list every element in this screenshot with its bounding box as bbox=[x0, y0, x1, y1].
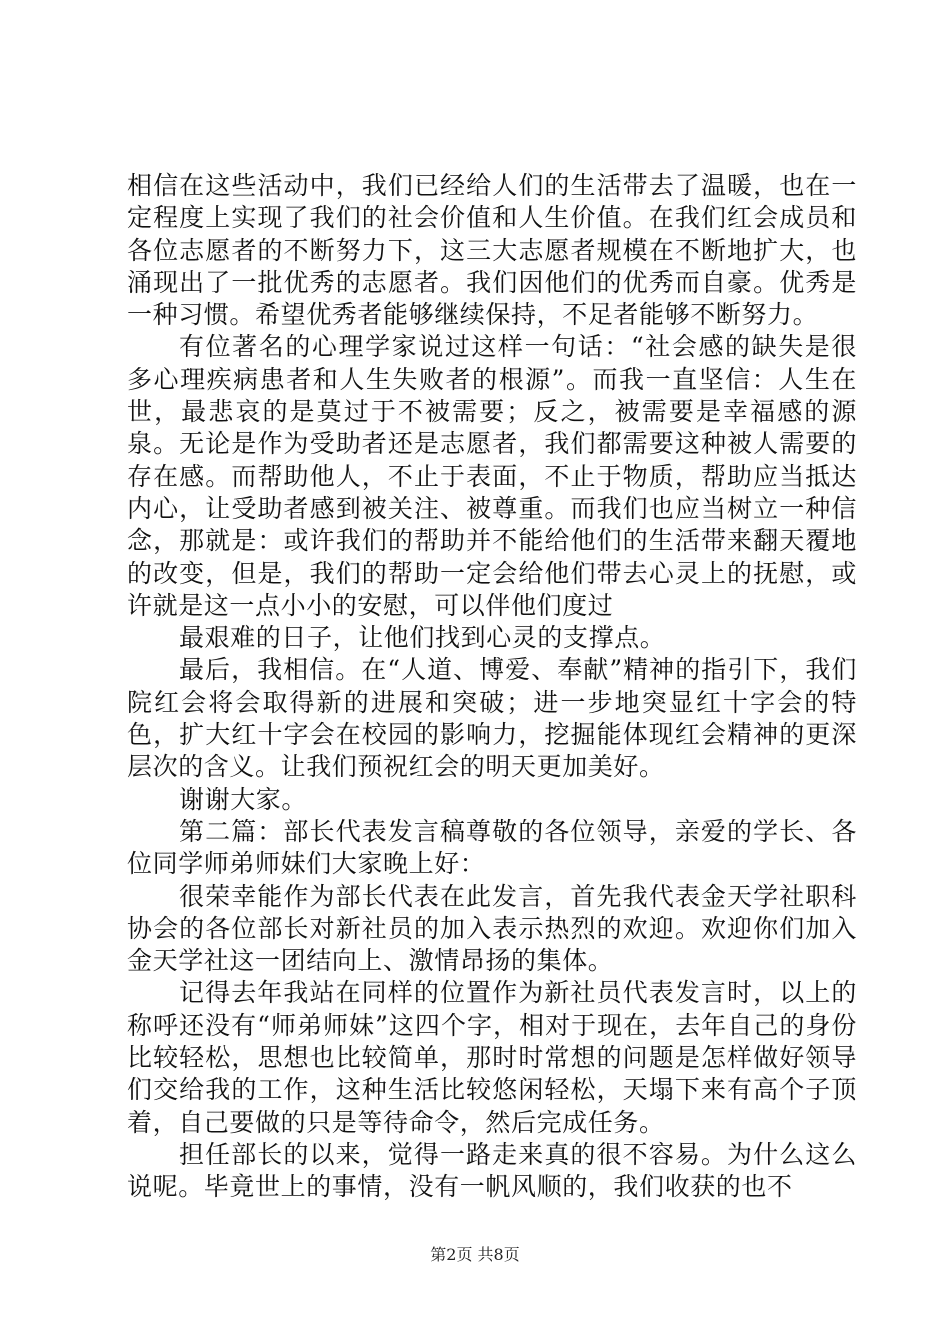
document-body bbox=[127, 170, 857, 1204]
page-number-label: 第2页 共8页 bbox=[430, 1245, 520, 1264]
paragraph-2: 有位著名的心理学家说过这样一句话：“社会感的缺失是很多心理疾病患者和人生失败者的根源”。而我一直坚信：人生在世，最悲哀的是莫过于不被需要；反之，被需要是幸福感的源泉。无论是作为受助者还是志愿者，我们都需要这种被人需要的存在感。而帮助他人，不止于表面，不止于物质，帮助应当抵达内心，让受助者感到被关注、被尊重。而我们也应当树立一种信念，那就是：或许我们的帮助并不能给他们的生活带来翻天覆地的改变，但是，我们的帮助一定会给他们带去心灵上的抚慰，或许就是这一点小小的安慰，可以伴他们度过 bbox=[127, 332, 857, 620]
page-footer bbox=[0, 1245, 950, 1265]
paragraph-3: 最艰难的日子，让他们找到心灵的支撑点。 bbox=[179, 623, 666, 653]
paragraph-4: 最后，我相信。在“人道、博爱、奉献”精神的指引下，我们院红会将会取得新的进展和突破；进一步地突显红十字会的特色，扩大红十字会在校园的影响力，挖掘能体现红会精神的更深层次的含义。让我们预祝红会的明天更加美好。 bbox=[127, 655, 857, 782]
paragraph-9: 担任部长的以来，觉得一路走来真的很不容易。为什么这么说呢。毕竟世上的事情，没有一帆风顺的，我们收获的也不 bbox=[127, 1139, 857, 1202]
paragraph-6-heading: 第二篇：部长代表发言稿尊敬的各位领导，亲爱的学长、各位同学师弟师妹们大家晚上好： bbox=[127, 816, 857, 879]
paragraph-7: 很荣幸能作为部长代表在此发言，首先我代表金天学社职科协会的各位部长对新社员的加入表示热烈的欢迎。欢迎你们加入金天学社这一团结向上、激情昂扬的集体。 bbox=[127, 881, 857, 976]
paragraph-8: 记得去年我站在同样的位置作为新社员代表发言时，以上的称呼还没有“师弟师妹”这四个字，相对于现在，去年自己的身份比较轻松，思想也比较简单，那时时常想的问题是怎样做好领导们交给我的工作，这种生活比较悠闲轻松，天塌下来有高个子顶着，自己要做的只是等待命令，然后完成任务。 bbox=[127, 978, 857, 1137]
paragraph-5: 谢谢大家。 bbox=[179, 784, 308, 814]
paragraph-1: 相信在这些活动中，我们已经给人们的生活带去了温暖，也在一定程度上实现了我们的社会价值和人生价值。在我们红会成员和各位志愿者的不断努力下，这三大志愿者规模在不断地扩大，也涌现出了一批优秀的志愿者。我们因他们的优秀而自豪。优秀是一种习惯。希望优秀者能够继续保持，不足者能够不断努力。 bbox=[127, 171, 857, 330]
